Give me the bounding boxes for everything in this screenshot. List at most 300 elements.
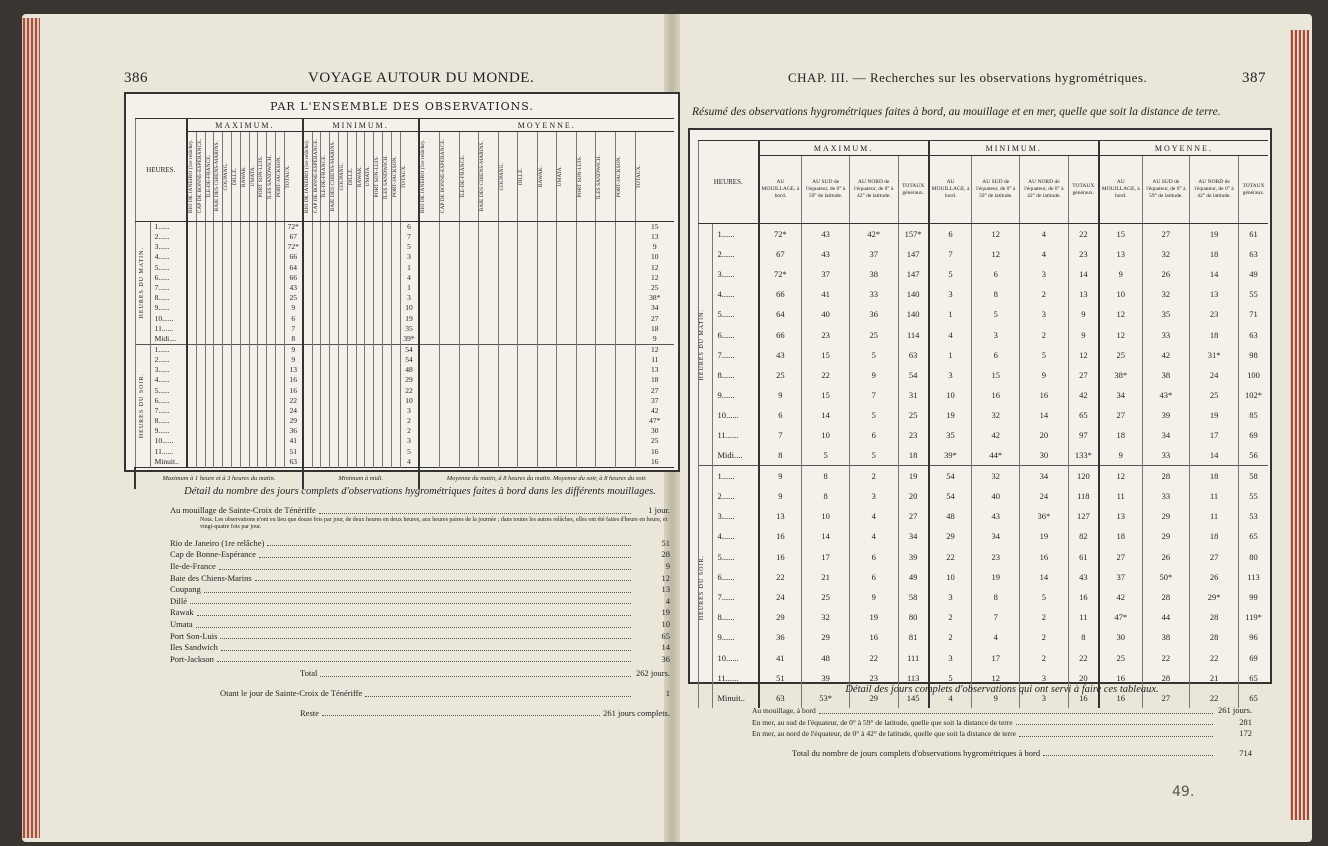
station-cell xyxy=(518,426,538,436)
station-cell xyxy=(249,406,258,416)
station-cell xyxy=(382,457,391,468)
summary-cell: 22 xyxy=(802,365,850,385)
detail-label: Rio de Janeiro (1re relâche) xyxy=(170,537,265,548)
table-row xyxy=(699,284,1269,304)
station-cell xyxy=(347,447,356,457)
station-cell xyxy=(419,355,440,365)
station-cell xyxy=(275,303,284,313)
table-row xyxy=(699,547,1269,567)
station-cell xyxy=(205,406,214,416)
station-cell xyxy=(339,416,348,426)
station-cell xyxy=(267,406,276,416)
summary-cell: 31 xyxy=(898,385,928,405)
summary-cell: 17 xyxy=(802,547,850,567)
station-cell xyxy=(382,426,391,436)
station-cell xyxy=(267,232,276,242)
station-cell xyxy=(339,426,348,436)
summary-cell: 113 xyxy=(898,668,928,688)
station-cell xyxy=(347,375,356,385)
station-cell xyxy=(374,385,383,395)
station-cell xyxy=(518,355,538,365)
summary-column-header: TOTAUX généraux. xyxy=(898,156,928,224)
hour-label: 9...... xyxy=(713,385,759,405)
station-cell xyxy=(596,222,616,233)
summary-cell: 33 xyxy=(1142,446,1190,466)
detail-value: 9 xyxy=(665,560,670,571)
station-cell xyxy=(267,355,276,365)
station-cell xyxy=(374,436,383,446)
total-cell: 2 xyxy=(400,416,419,426)
summary-cell: 40 xyxy=(972,486,1020,506)
station-cell xyxy=(616,293,636,303)
summary-cell: 11 xyxy=(1190,486,1239,506)
total-cell: 13 xyxy=(635,232,674,242)
station-cell xyxy=(498,263,518,273)
station-cell xyxy=(258,457,267,468)
detail-label: En mer, au nord de l'équateur, de 0° à 42° de latitude, quelle que soit la distance de terre xyxy=(752,729,1016,739)
station-column-header: BAIE DES CHIENS-MARINS. xyxy=(330,132,339,222)
summary-cell: 18 xyxy=(1099,526,1142,546)
station-cell xyxy=(596,385,616,395)
station-cell xyxy=(258,252,267,262)
station-cell xyxy=(258,365,267,375)
station-cell xyxy=(312,283,321,293)
table-row xyxy=(135,426,674,436)
summary-cell: 9 xyxy=(849,587,898,607)
station-cell xyxy=(374,242,383,252)
total-cell: 3 xyxy=(400,406,419,416)
station-cell xyxy=(537,344,557,355)
station-cell xyxy=(356,355,365,365)
station-cell xyxy=(382,314,391,324)
station-cell xyxy=(439,263,459,273)
summary-cell: 157* xyxy=(898,224,928,244)
summary-cell: 28 xyxy=(1142,587,1190,607)
hour-label: 1...... xyxy=(150,222,187,233)
left-page-number: 386 xyxy=(124,70,148,86)
station-column-header: ÎLE-DE-FRANCE. xyxy=(459,132,479,222)
station-cell xyxy=(459,416,479,426)
summary-cell: 19 xyxy=(929,405,972,425)
station-cell xyxy=(303,365,312,375)
station-cell xyxy=(356,303,365,313)
summary-cell: 2 xyxy=(1019,607,1068,627)
station-cell xyxy=(356,242,365,252)
summary-cell: 6 xyxy=(972,345,1020,365)
hours-header: HEURES. xyxy=(135,119,187,222)
station-cell xyxy=(439,293,459,303)
summary-cell: 22 xyxy=(1190,688,1239,708)
station-cell xyxy=(258,293,267,303)
summary-cell: 4 xyxy=(849,506,898,526)
station-cell xyxy=(576,314,596,324)
station-cell xyxy=(479,416,499,426)
station-cell xyxy=(223,263,232,273)
detail-label: Au mouillage, à bord xyxy=(752,706,816,715)
station-cell xyxy=(596,252,616,262)
station-cell xyxy=(321,324,330,334)
table-row xyxy=(135,263,674,273)
station-cell xyxy=(249,447,258,457)
station-cell xyxy=(275,283,284,293)
total-cell: 25 xyxy=(635,283,674,293)
summary-cell: 40 xyxy=(802,304,850,324)
station-cell xyxy=(439,273,459,283)
station-cell xyxy=(374,416,383,426)
station-cell xyxy=(365,334,374,345)
total-cell: 67 xyxy=(284,232,303,242)
summary-cell: 96 xyxy=(1239,627,1269,647)
station-cell xyxy=(419,252,440,262)
summary-cell: 25 xyxy=(1190,385,1239,405)
summary-cell: 50* xyxy=(1142,567,1190,587)
summary-cell: 16 xyxy=(972,385,1020,405)
station-cell xyxy=(459,222,479,233)
station-cell xyxy=(498,436,518,446)
summary-cell: 24 xyxy=(1019,486,1068,506)
station-cell xyxy=(205,447,214,457)
left-page-edges xyxy=(22,18,40,838)
station-cell xyxy=(439,314,459,324)
station-cell xyxy=(459,447,479,457)
station-cell xyxy=(321,426,330,436)
station-cell xyxy=(576,232,596,242)
station-cell xyxy=(356,447,365,457)
station-cell xyxy=(498,406,518,416)
summary-cell: 7 xyxy=(972,607,1020,627)
station-cell xyxy=(303,303,312,313)
station-cell xyxy=(321,273,330,283)
station-cell xyxy=(187,385,196,395)
summary-cell: 65 xyxy=(1239,688,1269,708)
station-cell xyxy=(330,457,339,468)
station-cell xyxy=(303,436,312,446)
station-cell xyxy=(267,324,276,334)
station-cell xyxy=(232,344,241,355)
station-cell xyxy=(382,252,391,262)
summary-cell: 16 xyxy=(1019,385,1068,405)
station-cell xyxy=(275,293,284,303)
hour-label: 4...... xyxy=(150,375,187,385)
table-row xyxy=(135,273,674,283)
station-cell xyxy=(321,385,330,395)
station-cell xyxy=(187,273,196,283)
station-cell xyxy=(303,355,312,365)
station-cell xyxy=(347,222,356,233)
summary-cell: 16 xyxy=(759,526,802,546)
station-cell xyxy=(557,283,577,293)
station-cell xyxy=(382,232,391,242)
summary-cell: 14 xyxy=(802,526,850,546)
station-cell xyxy=(382,406,391,416)
summary-cell: 8 xyxy=(759,446,802,466)
station-cell xyxy=(439,457,459,468)
station-cell xyxy=(616,232,636,242)
summary-cell: 69 xyxy=(1239,425,1269,445)
summary-cell: 30 xyxy=(1099,627,1142,647)
station-cell xyxy=(391,314,400,324)
station-cell xyxy=(616,365,636,375)
hour-label: 5...... xyxy=(150,263,187,273)
station-cell xyxy=(240,375,249,385)
station-cell xyxy=(214,314,223,324)
detail-row xyxy=(170,561,670,573)
hour-label: 4...... xyxy=(150,252,187,262)
station-cell xyxy=(459,263,479,273)
station-cell xyxy=(518,263,538,273)
summary-cell: 5 xyxy=(1019,345,1068,365)
station-cell xyxy=(459,375,479,385)
group-minimum: MINIMUM. xyxy=(303,119,419,132)
total-cell: 22 xyxy=(284,396,303,406)
station-cell xyxy=(439,303,459,313)
summary-cell: 19 xyxy=(898,466,928,486)
station-cell xyxy=(214,355,223,365)
summary-cell: 65 xyxy=(1239,526,1269,546)
summary-cell: 20 xyxy=(1068,668,1098,688)
hour-label: 9...... xyxy=(713,627,759,647)
station-cell xyxy=(267,283,276,293)
station-cell xyxy=(187,406,196,416)
station-cell xyxy=(321,303,330,313)
station-cell xyxy=(459,232,479,242)
station-cell xyxy=(214,385,223,395)
station-cell xyxy=(321,263,330,273)
station-cell xyxy=(347,436,356,446)
station-cell xyxy=(518,385,538,395)
station-cell xyxy=(374,406,383,416)
station-cell xyxy=(330,365,339,375)
station-cell xyxy=(232,263,241,273)
station-cell xyxy=(479,324,499,334)
station-cell xyxy=(196,293,205,303)
station-cell xyxy=(576,385,596,395)
station-column-header: RIO DE JANEIRO (1re relâche). xyxy=(187,132,196,222)
station-cell xyxy=(249,344,258,355)
station-cell xyxy=(616,273,636,283)
station-cell xyxy=(557,447,577,457)
station-cell xyxy=(439,222,459,233)
summary-cell: 5 xyxy=(849,405,898,425)
detail-label: Port Son-Luis xyxy=(170,630,218,641)
station-cell xyxy=(214,222,223,233)
summary-cell: 27 xyxy=(1099,405,1142,425)
summary-cell: 72* xyxy=(759,224,802,244)
station-cell xyxy=(232,314,241,324)
table-row xyxy=(699,446,1269,466)
station-cell xyxy=(576,252,596,262)
total-cell: 16 xyxy=(635,457,674,468)
station-cell xyxy=(223,324,232,334)
summary-cell: 9 xyxy=(972,688,1020,708)
detail-total xyxy=(170,668,670,680)
station-cell xyxy=(330,416,339,426)
station-cell xyxy=(518,232,538,242)
station-cell xyxy=(187,263,196,273)
station-cell xyxy=(498,293,518,303)
station-cell xyxy=(374,334,383,345)
hour-label: 7...... xyxy=(713,587,759,607)
table-row xyxy=(135,283,674,293)
summary-cell: 127 xyxy=(1068,506,1098,526)
station-cell xyxy=(205,303,214,313)
hour-label: 3...... xyxy=(150,365,187,375)
station-cell xyxy=(258,242,267,252)
station-cell xyxy=(249,385,258,395)
station-cell xyxy=(205,344,214,355)
summary-cell: 13 xyxy=(1099,506,1142,526)
station-cell xyxy=(321,365,330,375)
station-cell xyxy=(275,355,284,365)
station-cell xyxy=(557,324,577,334)
summary-cell: 43* xyxy=(1142,385,1190,405)
station-cell xyxy=(187,436,196,446)
station-cell xyxy=(321,344,330,355)
summary-cell: 2 xyxy=(929,607,972,627)
left-page xyxy=(40,24,670,834)
station-cell xyxy=(232,303,241,313)
summary-cell: 41 xyxy=(759,647,802,667)
station-cell xyxy=(187,334,196,345)
station-cell xyxy=(498,344,518,355)
detail-row xyxy=(170,596,670,608)
station-cell xyxy=(557,375,577,385)
station-cell xyxy=(240,447,249,457)
station-cell xyxy=(347,232,356,242)
summary-cell: 32 xyxy=(972,405,1020,425)
station-cell xyxy=(479,375,499,385)
station-cell xyxy=(321,406,330,416)
summary-cell: 7 xyxy=(929,244,972,264)
station-column-header: RAWAK. xyxy=(240,132,249,222)
station-cell xyxy=(187,314,196,324)
summary-cell: 71 xyxy=(1239,304,1269,324)
station-cell xyxy=(382,273,391,283)
hour-label: 11...... xyxy=(150,324,187,334)
station-cell xyxy=(267,273,276,283)
station-cell xyxy=(576,426,596,436)
station-cell xyxy=(479,365,499,375)
right-detail-title: Détail des jours complets d'observations qui ont servi à faire ces tableaux. xyxy=(845,684,1159,695)
hour-label: 2...... xyxy=(150,232,187,242)
station-cell xyxy=(249,355,258,365)
station-cell xyxy=(275,416,284,426)
station-cell xyxy=(439,324,459,334)
summary-cell: 33 xyxy=(1142,324,1190,344)
station-cell xyxy=(596,344,616,355)
right-detail-section xyxy=(752,684,1252,759)
station-cell xyxy=(303,426,312,436)
station-cell xyxy=(459,252,479,262)
station-cell xyxy=(365,283,374,293)
station-cell xyxy=(498,242,518,252)
station-cell xyxy=(187,232,196,242)
detail-otant-label: Otant le jour de Sainte-Croix de Ténériffe xyxy=(220,687,363,698)
summary-cell: 38 xyxy=(849,264,898,284)
station-cell xyxy=(557,436,577,446)
station-cell xyxy=(498,283,518,293)
table-row xyxy=(135,396,674,406)
total-cell: 41 xyxy=(284,436,303,446)
detail-row xyxy=(170,607,670,619)
summary-cell: 43 xyxy=(1068,567,1098,587)
station-cell xyxy=(275,406,284,416)
station-cell xyxy=(479,303,499,313)
summary-cell: 64 xyxy=(759,304,802,324)
station-cell xyxy=(347,355,356,365)
station-cell xyxy=(214,232,223,242)
station-cell xyxy=(498,273,518,283)
station-cell xyxy=(537,416,557,426)
station-cell xyxy=(339,232,348,242)
total-cell: 9 xyxy=(284,303,303,313)
station-cell xyxy=(391,222,400,233)
summary-cell: 18 xyxy=(1190,466,1239,486)
station-cell xyxy=(187,375,196,385)
station-cell xyxy=(214,263,223,273)
summary-cell: 3 xyxy=(1019,264,1068,284)
station-cell xyxy=(196,263,205,273)
detail-value: 172 xyxy=(1239,728,1252,739)
station-cell xyxy=(596,273,616,283)
summary-cell: 66 xyxy=(759,324,802,344)
station-cell xyxy=(616,457,636,468)
station-column-header: COUPANG. xyxy=(498,132,518,222)
summary-cell: 58 xyxy=(898,587,928,607)
station-column-header: PORT-JACKSON. xyxy=(616,132,636,222)
station-cell xyxy=(356,263,365,273)
station-column-header: TOTAUX. xyxy=(284,132,303,222)
station-cell xyxy=(356,314,365,324)
station-cell xyxy=(479,314,499,324)
total-cell: 4 xyxy=(400,457,419,468)
station-cell xyxy=(382,396,391,406)
station-cell xyxy=(187,293,196,303)
station-cell xyxy=(374,426,383,436)
station-cell xyxy=(205,426,214,436)
station-cell xyxy=(223,283,232,293)
station-cell xyxy=(205,283,214,293)
station-cell xyxy=(339,222,348,233)
station-cell xyxy=(258,263,267,273)
total-cell: 42 xyxy=(635,406,674,416)
station-cell xyxy=(518,324,538,334)
station-cell xyxy=(365,273,374,283)
summary-cell: 23 xyxy=(802,324,850,344)
station-cell xyxy=(214,273,223,283)
hour-label: 7...... xyxy=(150,283,187,293)
summary-column-header: AU NORD de l'équateur, de 0° à 42° de latitude. xyxy=(1190,156,1239,224)
summary-cell: 23 xyxy=(1190,304,1239,324)
station-cell xyxy=(214,406,223,416)
total-cell: 24 xyxy=(284,406,303,416)
detail-row xyxy=(170,631,670,643)
summary-cell: 4 xyxy=(1019,244,1068,264)
station-cell xyxy=(347,334,356,345)
station-cell xyxy=(275,436,284,446)
station-cell xyxy=(557,457,577,468)
station-cell xyxy=(347,426,356,436)
station-cell xyxy=(347,396,356,406)
station-cell xyxy=(616,344,636,355)
station-cell xyxy=(382,283,391,293)
station-cell xyxy=(596,457,616,468)
station-cell xyxy=(459,396,479,406)
summary-cell: 28 xyxy=(1190,607,1239,627)
detail-label: Ile-de-France xyxy=(170,560,216,571)
station-cell xyxy=(459,344,479,355)
summary-cell: 34 xyxy=(1142,425,1190,445)
